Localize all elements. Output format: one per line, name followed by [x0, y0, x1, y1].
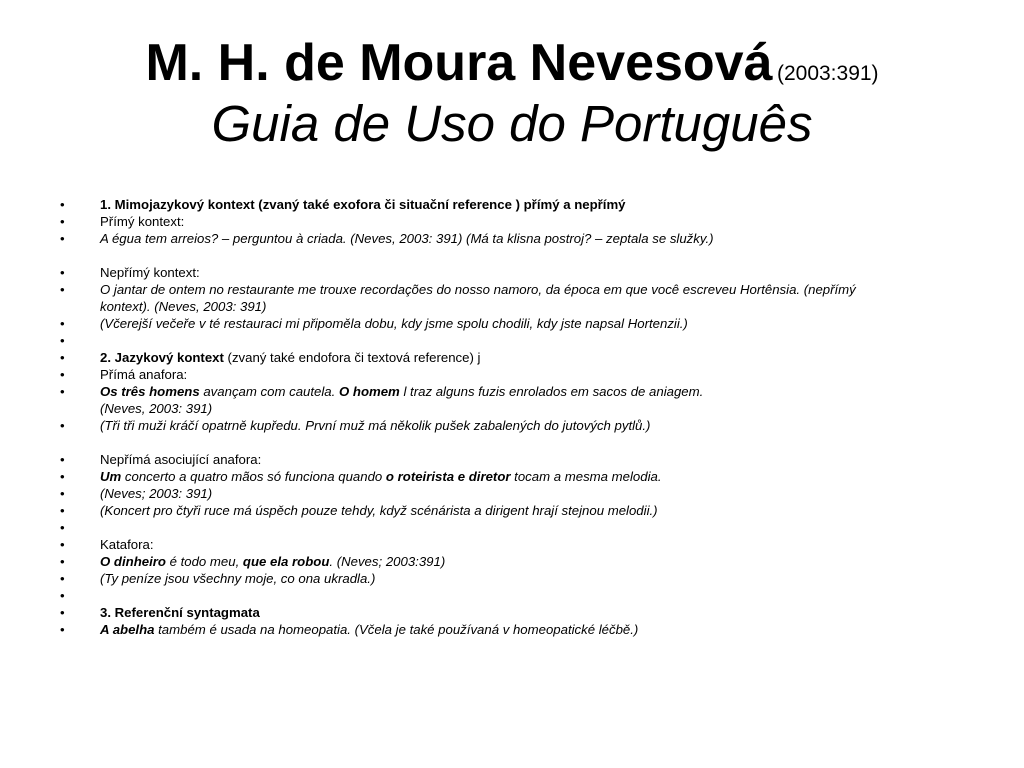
bullet-icon: • [60, 469, 65, 484]
list-item: • Přímý kontext: [60, 214, 185, 229]
bullet-icon: • [60, 265, 65, 280]
list-item: • A égua tem arreios? – perguntou à criada. (Neves, 2003: 391) (Má ta klisna postroj? – zeptala se služky.) [60, 231, 714, 246]
bullet-icon: • [60, 197, 65, 212]
list-item: • Nepřímý kontext: [60, 265, 200, 280]
bullet-icon: • [60, 537, 65, 552]
list-item: • (Koncert pro čtyři ruce má úspěch pouze tehdy, když scénárista a dirigent hrají stejnou melodii.) [60, 503, 658, 518]
list-item: • (Tři tři muži kráčí opatrně kupředu. První muž má několik pušek zabalených do jutových pytlů.) [60, 418, 651, 433]
title-author: M. H. de Moura Nevesová [145, 34, 773, 92]
list-item: • O dinheiro é todo meu, que ela robou. (Neves; 2003:391) [60, 554, 446, 569]
list-item: • 1. Mimojazykový kontext (zvaný také exofora či situační reference ) přímý a nepřímý [60, 197, 626, 212]
bullet-icon: • [60, 605, 65, 620]
list-item: • Um concerto a quatro mãos só funciona quando o roteirista e diretor tocam a mesma melodia. [60, 469, 662, 484]
bullet-icon: • [60, 622, 65, 637]
bullet-icon: • [60, 333, 65, 348]
list-gap [58, 247, 958, 264]
list-gap [58, 434, 958, 451]
list-item: • O jantar de ontem no restaurante me trouxe recordações do nosso namoro, da época em que você escreveu Hortênsia. (nepřímý kontext). (Neves, 2003: 391) [60, 282, 856, 314]
list-item: • Přímá anafora: [60, 367, 188, 382]
list-item: • Os três homens avançam com cautela. O homem l traz alguns fuzis enrolados em sacos de aniagem. (Neves, 2003: 391) [60, 384, 704, 416]
bullet-list [58, 196, 958, 638]
list-item: • (Včerejší večeře v té restauraci mi připoměla dobu, kdy jsme spolu chodili, kdy jste napsal Hortenzii.) [60, 316, 688, 331]
bullet-icon: • [60, 520, 65, 535]
list-item: • Katafora: [60, 537, 154, 552]
list-item: • (Ty peníze jsou všechny moje, co ona ukradla.) [60, 571, 376, 586]
bullet-icon: • [60, 418, 65, 433]
bullet-icon: • [60, 588, 65, 603]
list-item: • (Neves; 2003: 391) [60, 486, 213, 501]
bullet-icon: • [60, 452, 65, 467]
bullet-icon: • [60, 231, 65, 246]
slide-title [0, 28, 1024, 154]
bullet-icon: • [60, 384, 65, 399]
bullet-icon: • [60, 282, 65, 297]
list-item: • A abelha também é usada na homeopatia. (Včela je také používaná v homeopatické léčbě.) [60, 622, 639, 637]
title-book: Guia de Uso do Português [211, 95, 813, 152]
bullet-icon: • [60, 214, 65, 229]
bullet-icon: • [60, 554, 65, 569]
list-item-empty [58, 332, 958, 349]
list-item: • 2. Jazykový kontext (zvaný také endofora či textová reference) j [60, 350, 481, 365]
list-item-empty [58, 519, 958, 536]
bullet-icon: • [60, 350, 65, 365]
bullet-icon: • [60, 367, 65, 382]
list-item: • Nepřímá asociující anafora: [60, 452, 262, 467]
title-year: (2003:391) [776, 62, 879, 85]
bullet-icon: • [60, 486, 65, 501]
bullet-icon: • [60, 316, 65, 331]
list-item: • 3. Referenční syntagmata [60, 605, 260, 620]
bullet-icon: • [60, 571, 65, 586]
list-item-empty [58, 587, 958, 604]
bullet-icon: • [60, 503, 65, 518]
